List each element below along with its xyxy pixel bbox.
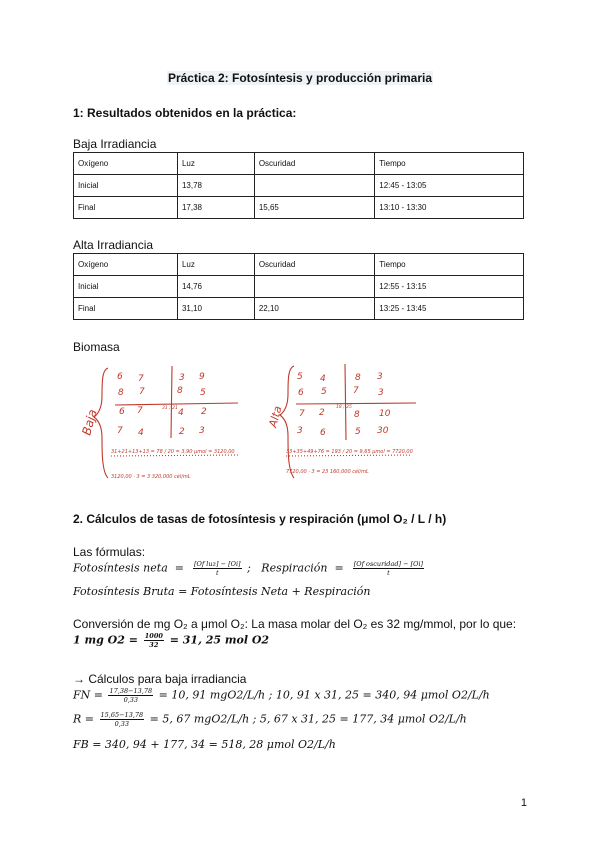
sketch-digit: 5 [321, 387, 327, 397]
sketch-digit: 4 [178, 408, 184, 418]
sketch-digit: 2 [319, 408, 325, 418]
formula-line-1: Fotosíntesis neta = $\frac{\text{[Of luz] − [Oi]}}{t}$ ; Respiración = $\frac{\text{[Of oscuridad] − [Oi]}}{t}$ [73, 560, 424, 577]
biomass-label: Biomasa [73, 340, 120, 354]
sketch-digit: 3 [179, 373, 185, 383]
resp-fraction [353, 560, 424, 577]
sketch-digit: 8 [118, 388, 124, 398]
sketch-digit: 10 [379, 409, 391, 419]
sketch-digit: 3 [199, 426, 205, 436]
sketch-digit: 5 [297, 372, 303, 382]
fn-label: Fotosíntesis neta [73, 561, 168, 575]
calc-lhs: R = [73, 712, 94, 726]
low-calc-label: → Cálculos para baja irradiancia [73, 672, 247, 686]
page-title: Práctica 2: Fotosíntesis y producción primaria [167, 71, 433, 85]
sketch-digit: 7 [117, 426, 123, 436]
header-cell: Oscuridad [254, 153, 374, 175]
high-irradiance-table [73, 253, 524, 320]
conversion-lhs: 1 mg O2 = [73, 633, 138, 647]
brace-shape [280, 366, 294, 478]
sketch-digit: 2 [179, 427, 185, 437]
calc-note: 3120,00 · 3 = 3 320,000 cél/mL [111, 474, 191, 480]
calc-rhs: = 10, 91 mgO2/L/h ; 10, 91 x 31, 25 = 340, 94 μmol O2/L/h [158, 688, 490, 702]
conversion-text: Conversión de mg O₂ a μmol O₂: La masa molar del O₂ es 32 mg/mmol, por lo que: [73, 617, 517, 631]
r-calc [73, 711, 467, 728]
sketch-digit: 8 [177, 386, 183, 396]
fraction-numerator: 17,38−13,78 [109, 687, 153, 695]
low-irradiance-table [73, 152, 524, 219]
sketch-digit: 7 [299, 409, 305, 419]
sketch-digit: 8 [355, 373, 361, 383]
header-cell: Tiempo [375, 153, 524, 175]
conversion-formula [73, 632, 269, 649]
fraction-numerator: 1000 [144, 632, 163, 640]
biomass-baja-sketch [78, 362, 248, 484]
table-cell: 13,78 [177, 175, 254, 197]
high-irradiance-label: Alta Irradiancia [73, 238, 154, 252]
table-cell: 14,76 [177, 276, 254, 298]
side-label: Alta [266, 404, 285, 429]
calc-fraction [108, 687, 153, 704]
fraction-numerator: [Of oscuridad] − [Oi] [353, 560, 424, 568]
fb-calc: FB = 340, 94 + 177, 34 = 518, 28 μmol O2/L/h [73, 738, 336, 751]
fraction-denominator: 0,33 [123, 696, 139, 704]
low-irradiance-label: Baja Irradiancia [73, 137, 157, 151]
header-cell: Luz [177, 153, 254, 175]
calc-note: 31+21+13+13 = 78 / 20 = 3,90 μmol = 3120,00 [111, 449, 235, 455]
table-cell [254, 276, 374, 298]
table-row [74, 298, 524, 320]
calc-fraction [100, 711, 145, 728]
sketch-digit: 9 [199, 372, 205, 382]
sketch-digit: 3 [297, 426, 303, 436]
table-cell [254, 175, 374, 197]
center-values: 18 ; 25 [336, 405, 352, 410]
fraction-denominator: t [215, 569, 219, 577]
header-cell: Oscuridad [254, 254, 374, 276]
header-cell: Oxígeno [74, 153, 178, 175]
grid-horizontal-line [296, 403, 416, 404]
sketch-digit: 3 [377, 372, 383, 382]
table-cell: 22,10 [254, 298, 374, 320]
table-cell: 13:25 - 13:45 [375, 298, 524, 320]
conversion-rhs: = 31, 25 mol O2 [169, 633, 270, 647]
table-cell: Inicial [74, 175, 178, 197]
sketch-digit: 2 [201, 407, 207, 417]
table-row [74, 276, 524, 298]
conversion-fraction [144, 632, 164, 649]
side-label: Baja [79, 407, 100, 437]
sketch-digit: 6 [298, 388, 304, 398]
formula-line-2: Fotosíntesis Bruta = Fotosíntesis Neta + Respiración [73, 585, 371, 598]
sketch-digit: 5 [200, 388, 206, 398]
table-row [74, 175, 524, 197]
sketch-digit: 7 [353, 386, 359, 396]
table-header-row [74, 254, 524, 276]
formulas-label: Las fórmulas: [73, 545, 146, 559]
fraction-numerator: 15,65−13,78 [100, 711, 144, 719]
sketch-digit: 6 [119, 407, 125, 417]
biomass-alta-sketch [262, 360, 422, 484]
section2-heading: 2. Cálculos de tasas de fotosíntesis y respiración (μmol O₂ / L / h) [73, 512, 447, 526]
table-row [74, 197, 524, 219]
table-cell: 31,10 [177, 298, 254, 320]
note-underline [286, 455, 412, 456]
sketch-digit: 5 [355, 427, 361, 437]
table-cell: Final [74, 197, 178, 219]
fn-fraction [193, 560, 242, 577]
grid-vertical-line [171, 366, 172, 438]
sketch-digit: 7 [139, 387, 145, 397]
fraction-numerator: [Of luz] − [Oi] [193, 560, 241, 568]
note-underline [111, 455, 238, 456]
sketch-digit: 7 [137, 406, 143, 416]
calc-note: 33+35+49+76 = 193 / 20 = 9,65 μmol = 7720,00 [286, 449, 413, 455]
calc-rhs: = 5, 67 mgO2/L/h ; 5, 67 x 31, 25 = 177, 34 μmol O2/L/h [149, 712, 467, 726]
fraction-denominator: 0,33 [114, 720, 130, 728]
sketch-digit: 3 [378, 388, 384, 398]
fn-calc [73, 687, 490, 704]
sketch-digit: 7 [138, 374, 144, 384]
calc-lhs: FN = [73, 688, 103, 702]
grid-vertical-line [345, 364, 346, 440]
header-cell: Tiempo [375, 254, 524, 276]
table-cell: 17,38 [177, 197, 254, 219]
table-cell: 15,65 [254, 197, 374, 219]
header-cell: Oxígeno [74, 254, 178, 276]
sketch-digit: 4 [320, 374, 326, 384]
table-header-row [74, 153, 524, 175]
table-cell: Final [74, 298, 178, 320]
fraction-denominator: t [387, 569, 390, 577]
header-cell: Luz [177, 254, 254, 276]
sketch-digit: 30 [377, 426, 389, 436]
table-cell: 12:55 - 13:15 [375, 276, 524, 298]
grid-horizontal-line [115, 403, 238, 405]
sketch-digit: 6 [320, 428, 326, 438]
calc-note: 7720,00 · 3 = 23 160,000 cél/mL [286, 469, 369, 475]
sketch-digit: 8 [354, 410, 360, 420]
section1-heading: 1: Resultados obtenidos en la práctica: [73, 106, 297, 120]
center-values: 31 ; 21 [162, 406, 178, 411]
table-cell: Inicial [74, 276, 178, 298]
table-cell: 12:45 - 13:05 [375, 175, 524, 197]
fraction-denominator: 32 [149, 641, 159, 649]
sketch-digit: 4 [138, 428, 144, 438]
page-number: 1 [520, 797, 527, 809]
table-cell: 13:10 - 13:30 [375, 197, 524, 219]
resp-label: Respiración [261, 561, 328, 575]
sketch-digit: 6 [117, 372, 123, 382]
